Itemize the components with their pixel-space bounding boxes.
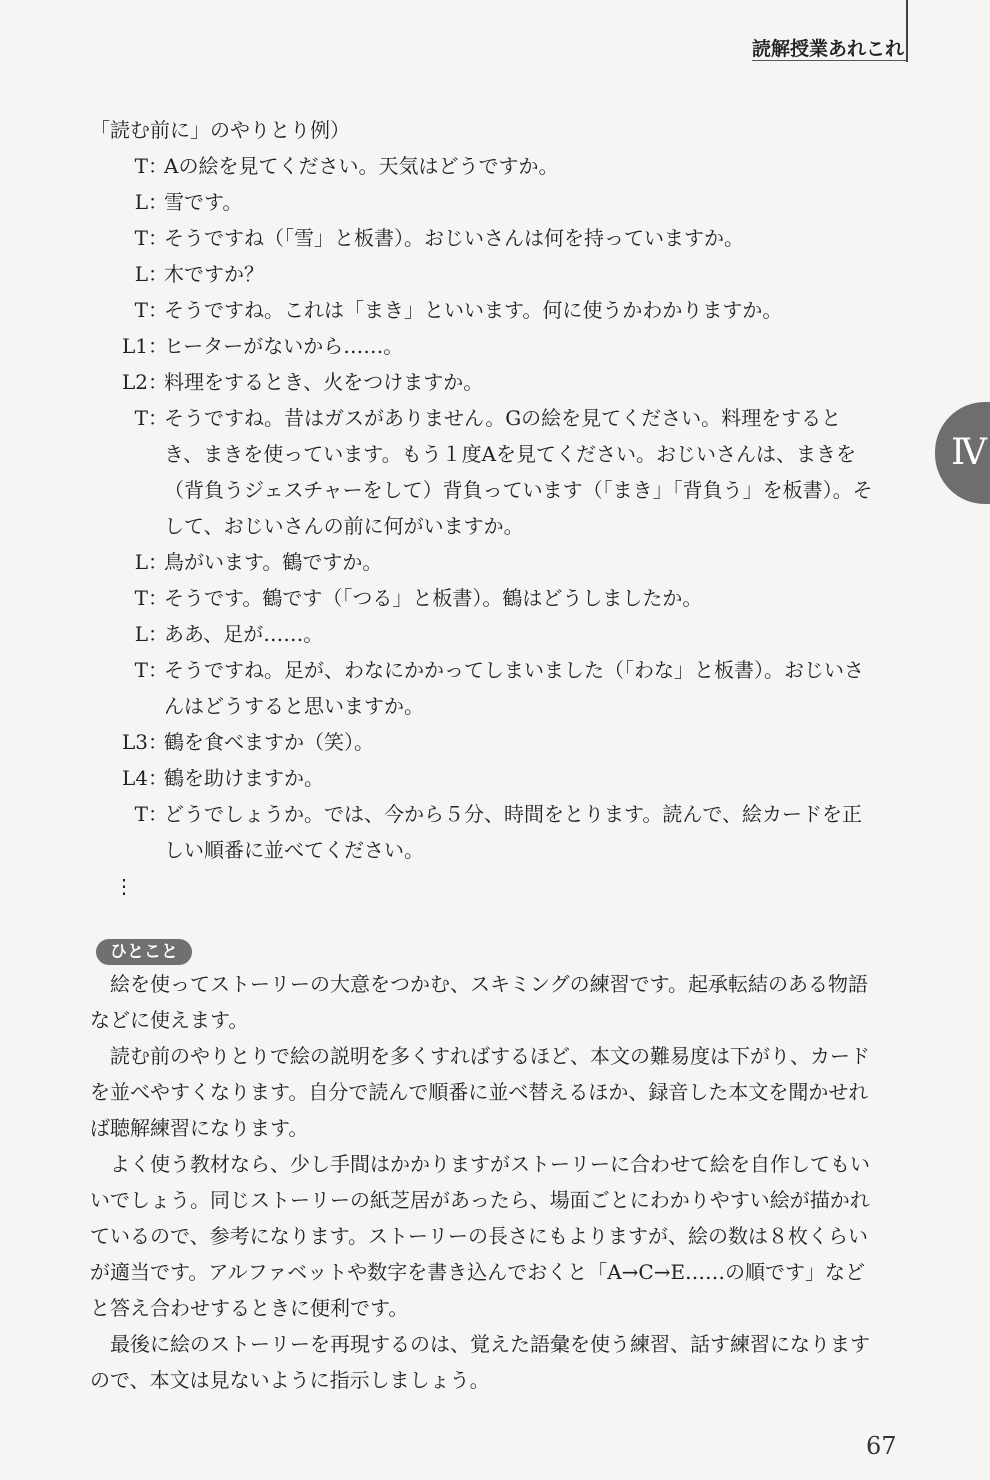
speaker-colon: ： xyxy=(148,190,168,214)
dialogue-continuation: ⋮ xyxy=(114,874,134,898)
example-title: 「読む前に」のやりとり例） xyxy=(90,118,350,142)
utterance-text: ヒーターがないから……。 xyxy=(164,334,404,358)
header-underline xyxy=(752,60,908,61)
speaker-colon: ： xyxy=(148,406,168,430)
speaker-colon: ： xyxy=(148,766,168,790)
speaker-colon: ： xyxy=(148,226,168,250)
speaker-label: L3 xyxy=(121,730,148,754)
speaker-colon: ： xyxy=(148,154,168,178)
speaker-label: T xyxy=(134,154,148,178)
speaker-colon: ： xyxy=(148,370,168,394)
speaker-label: T xyxy=(134,406,148,430)
speaker-colon: ： xyxy=(148,550,168,574)
main-content xyxy=(90,112,880,1398)
dialogue-line xyxy=(90,796,880,868)
dialogue-line xyxy=(90,652,880,724)
dialogue-example xyxy=(90,148,880,868)
dialogue-line xyxy=(90,544,880,580)
utterance-text: Aの絵を見てください。天気はどうですか。 xyxy=(164,154,559,178)
speaker-label: L2 xyxy=(121,370,148,394)
dialogue-line xyxy=(90,364,880,400)
speaker-colon: ： xyxy=(148,802,168,826)
dialogue-line xyxy=(90,400,880,544)
speaker-label: L xyxy=(134,622,148,646)
body-paragraph: 最後に絵のストーリーを再現するのは、覚えた語彙を使う練習、話す練習になりますので、本文は見ないように指示しましょう。 xyxy=(90,1332,870,1392)
hitokoto-badge: ひとこと xyxy=(96,939,192,965)
dialogue-line xyxy=(90,580,880,616)
speaker-label: T xyxy=(134,802,148,826)
body-paragraph: 絵を使ってストーリーの大意をつかむ、スキミングの練習です。起承転結のある物語などに使えます。 xyxy=(90,972,868,1032)
speaker-colon: ： xyxy=(148,622,168,646)
hitokoto-section-header xyxy=(90,932,880,966)
dialogue-line xyxy=(90,724,880,760)
speaker-colon: ： xyxy=(148,262,168,286)
utterance-text: どうでしょうか。では、今から５分、時間をとります。読んで、絵カードを正しい順番に並べてください。 xyxy=(164,802,862,862)
hitokoto-body xyxy=(90,966,880,1398)
speaker-label: T xyxy=(134,298,148,322)
speaker-label: T xyxy=(134,226,148,250)
utterance-text: そうですね。昔はガスがありません。Gの絵を見てください。料理をするとき、まきを使っています。もう１度Aを見てください。おじいさんは、まきを（背負うジェスチャーをして）背負っています（「まき」「背負う」を板書）。そして、おじいさんの前に何がいますか。 xyxy=(164,406,873,538)
speaker-label: L xyxy=(134,190,148,214)
speaker-colon: ： xyxy=(148,658,168,682)
speaker-label: L xyxy=(134,262,148,286)
speaker-label: L4 xyxy=(121,766,148,790)
dialogue-line xyxy=(90,184,880,220)
utterance-text: そうですね（「雪」と板書）。おじいさんは何を持っていますか。 xyxy=(164,226,744,250)
chapter-tab xyxy=(935,402,990,504)
chapter-number: Ⅳ xyxy=(951,432,985,473)
utterance-text: 雪です。 xyxy=(164,190,243,214)
header-vertical-rule xyxy=(906,0,908,62)
utterance-text: 鶴を助けますか。 xyxy=(164,766,324,790)
utterance-text: ああ、足が……。 xyxy=(164,622,324,646)
utterance-text: 木ですか？ xyxy=(164,262,264,286)
utterance-text: そうですね。これは「まき」といいます。何に使うかわかりますか。 xyxy=(164,298,783,322)
dialogue-line xyxy=(90,220,880,256)
utterance-text: 鳥がいます。鶴ですか。 xyxy=(164,550,383,574)
dialogue-line xyxy=(90,256,880,292)
body-paragraph: 読む前のやりとりで絵の説明を多くすればするほど、本文の難易度は下がり、カードを並べやすくなります。自分で読んで順番に並べ替えるほか、録音した本文を聞かせれば聴解練習になります。 xyxy=(90,1044,870,1140)
utterance-text: そうですね。足が、わなにかかってしまいました（「わな」と板書）。おじいさんはどうすると思いますか。 xyxy=(164,658,864,718)
running-header: 読解授業あれこれ xyxy=(752,38,905,60)
utterance-text: 鶴を食べますか（笑）。 xyxy=(164,730,374,754)
speaker-label: L1 xyxy=(121,334,148,358)
dialogue-line xyxy=(90,328,880,364)
speaker-colon: ： xyxy=(148,334,168,358)
page-number: 67 xyxy=(866,1432,897,1460)
speaker-label: T xyxy=(134,658,148,682)
speaker-colon: ： xyxy=(148,730,168,754)
speaker-label: L xyxy=(134,550,148,574)
speaker-label: T xyxy=(134,586,148,610)
dialogue-line xyxy=(90,616,880,652)
dialogue-line xyxy=(90,148,880,184)
utterance-text: 料理をするとき、火をつけますか。 xyxy=(164,370,484,394)
dialogue-line xyxy=(90,292,880,328)
utterance-text: そうです。鶴です（「つる」と板書）。鶴はどうしましたか。 xyxy=(164,586,703,610)
dialogue-line xyxy=(90,760,880,796)
body-paragraph: よく使う教材なら、少し手間はかかりますがストーリーに合わせて絵を自作してもいいでしょう。同じストーリーの紙芝居があったら、場面ごとにわかりやすい絵が描かれているので、参考になります。ストーリーの長さにもよりますが、絵の数は８枚くらいが適当です。アルファベットや数字を書き込んでおくと「A→C→E……の順です」などと答え合わせするときに便利です。 xyxy=(90,1152,870,1320)
speaker-colon: ： xyxy=(148,298,168,322)
speaker-colon: ： xyxy=(148,586,168,610)
